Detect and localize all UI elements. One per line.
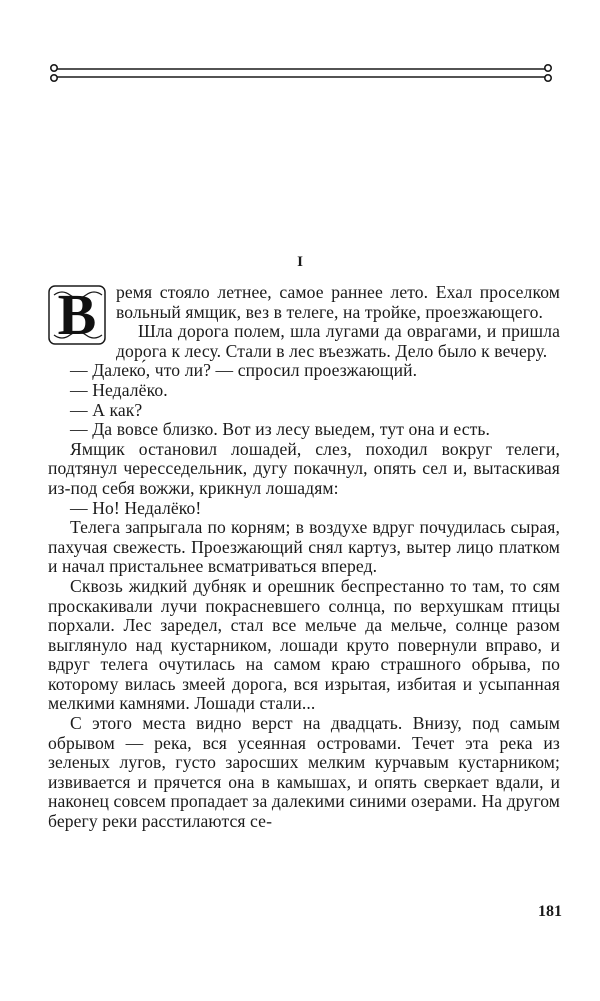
body-text xyxy=(48,283,560,832)
paragraph: Шла дорога полем, шла лугами да оврагами, и пришла дорога к лесу. Стали в лес въезжать. Дело было к вечеру. xyxy=(116,321,560,361)
page-number: 181 xyxy=(538,903,562,920)
drop-cap xyxy=(48,282,106,347)
double-rule-ornament-icon xyxy=(48,60,554,86)
paragraph: — Далеко́, что ли? — спросил проезжающий. xyxy=(70,360,418,381)
paragraph: Сквозь жидкий дубняк и орешник беспрестанно то там, то сям проскакивали лучи покрасневшего солнца, по верхушкам птицы порхали. Лес заредел, стал все мельче да мельче, солнце разом выглянуло над кустарником, лошади круто повернули вправо, и вдруг телега очутилась на самом краю страшного обрыва, по которому вилась змеей дорога, вся изрытая, избитая и усыпанная мелкими камнями. Лошади стали... xyxy=(48,575,560,714)
paragraph: — А как? xyxy=(70,399,143,420)
paragraph: С этого места видно верст на двадцать. Внизу, под самым обрывом — река, вся усеянная островами. Течет эта река из зеленых лугов, густо заросших мелким курчавым кустарником; извивается и прячется она в камышах, и опять сверкает вдали, и наконец совсем пропадает за далекими синими озерами. На другом берегу реки расстилаются се- xyxy=(48,713,560,832)
dropcap-letter: В xyxy=(57,282,97,347)
paragraph: — Да вовсе близко. Вот из лесу выедем, тут она и есть. xyxy=(70,419,491,440)
paragraph: — Недалёко. xyxy=(70,379,168,400)
paragraph: Телега запрыгала по корням; в воздухе вдруг почудилась сырая, пахучая свежесть. Проезжающий снял картуз, вытер лицо платком и начал пристальнее всматриваться вперед. xyxy=(48,517,560,577)
chapter-number: I xyxy=(297,254,303,270)
paragraph-text: ремя стояло летнее, самое раннее лето. Ехал проселком вольный ямщик, вез в телеге, на тройке, проезжающего. xyxy=(116,282,560,322)
paragraph: Ямщик остановил лошадей, слез, походил вокруг телеги, подтянул чересседельник, дугу покачнул, опять сел и, вытаскивая из-под себя вожжи, крикнул лошадям: xyxy=(48,438,560,498)
paragraph: — Но! Недалёко! xyxy=(70,497,202,518)
